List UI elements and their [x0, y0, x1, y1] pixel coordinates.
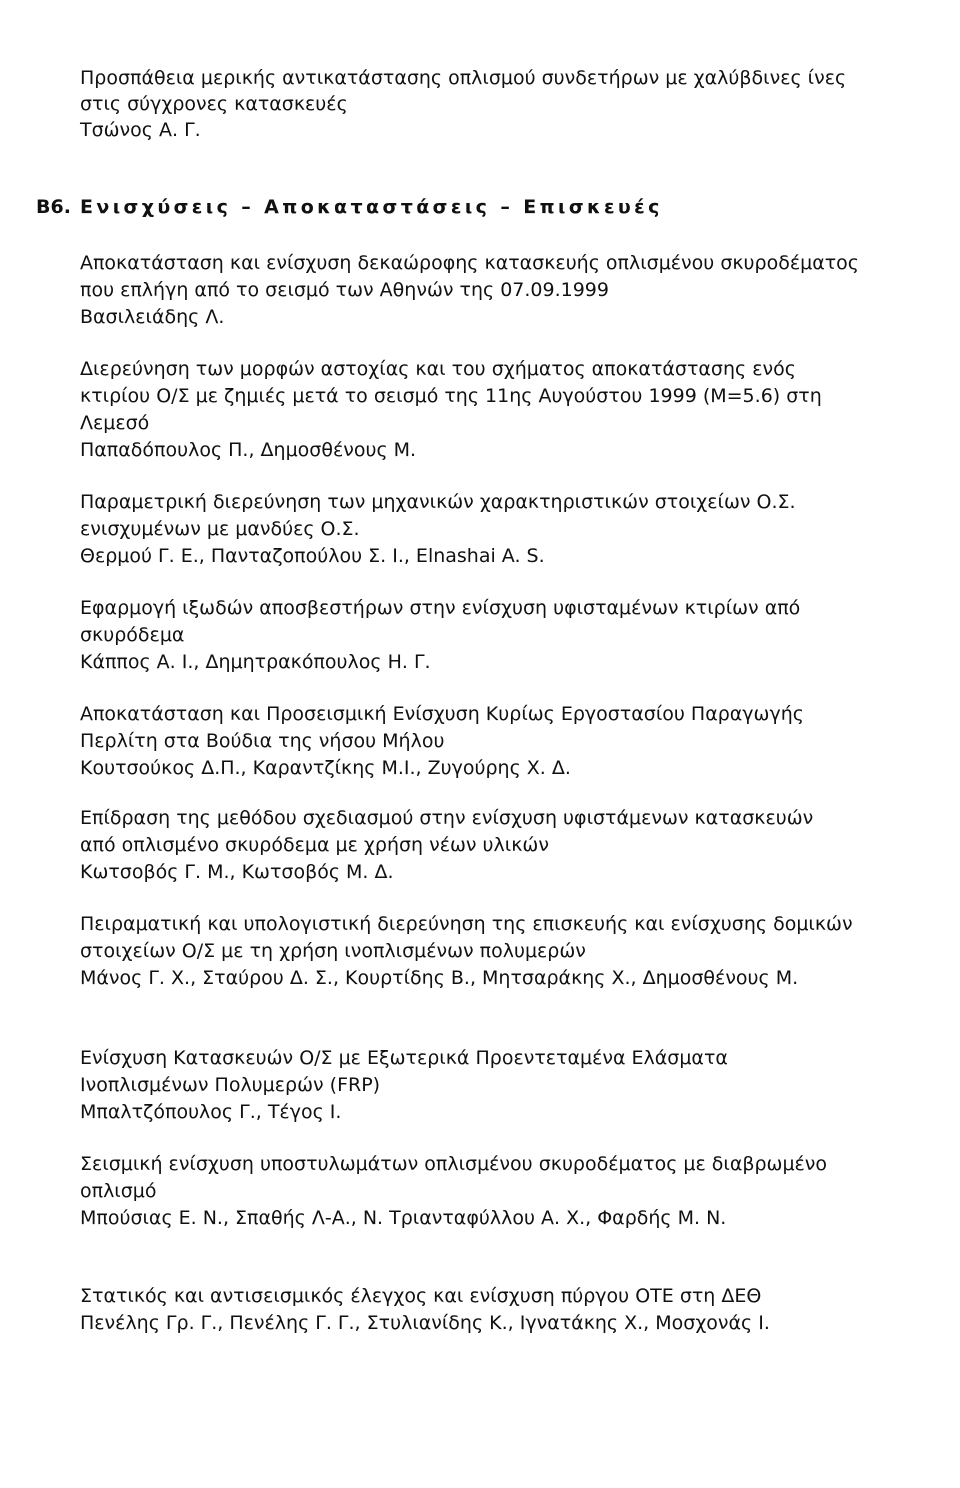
entry-authors: Παπαδόπουλος Π., Δημοσθένους Μ. — [80, 439, 417, 461]
entry-authors: Μπούσιας Ε. Ν., Σπαθής Λ-Α., Ν. Τριανταφύλλου Α. Χ., Φαρδής Μ. Ν. — [80, 1207, 727, 1229]
entry-title-line: Εφαρμογή ιξωδών αποσβεστήρων στην ενίσχυση υφισταμένων κτιρίων από — [80, 597, 801, 619]
entry-title-line: Περλίτη στα Βούδια της νήσου Μήλου — [80, 730, 445, 752]
entry-authors: Θερμού Γ. Ε., Πανταζοπούλου Σ. Ι., Elnashai A. S. — [80, 545, 545, 567]
entry-authors: Κωτσοβός Γ. Μ., Κωτσοβός Μ. Δ. — [80, 861, 394, 883]
entry-title-line: Ενίσχυση Κατασκευών Ο/Σ με Εξωτερικά Προεντεταμένα Ελάσματα — [80, 1047, 728, 1069]
entry-title-line: από οπλισμένο σκυρόδεμα με χρήση νέων υλικών — [80, 834, 549, 856]
section-number: Β6. — [36, 196, 71, 218]
entry-title-line: που επλήγη από το σεισμό των Αθηνών της 07.09.1999 — [80, 279, 609, 301]
entry-authors: Πενέλης Γρ. Γ., Πενέλης Γ. Γ., Στυλιανίδης Κ., Ιγνατάκης Χ., Μοσχονάς Ι. — [80, 1312, 770, 1334]
entry-authors: Κάππος Α. Ι., Δημητρακόπουλος Η. Γ. — [80, 651, 431, 673]
entry-title-line: κτιρίου Ο/Σ με ζημιές μετά το σεισμό της 11ης Αυγούστου 1999 (Μ=5.6) στη — [80, 385, 822, 407]
entry-title-line: Λεμεσό — [80, 412, 150, 434]
entry-title-line: Πειραματική και υπολογιστική διερεύνηση της επισκευής και ενίσχυσης δομικών — [80, 913, 853, 935]
entry-title-line: Στατικός και αντισεισμικός έλεγχος και ενίσχυση πύργου ΟΤΕ στη ΔΕΘ — [80, 1285, 762, 1307]
entry-title-line: Αποκατάσταση και ενίσχυση δεκαώροφης κατασκευής οπλισμένου σκυροδέματος — [80, 252, 859, 274]
entry-title-line: Παραμετρική διερεύνηση των μηχανικών χαρακτηριστικών στοιχείων Ο.Σ. — [80, 491, 796, 513]
entry-title-line: ενισχυμένων με μανδύες Ο.Σ. — [80, 518, 360, 540]
entry-title-line: Προσπάθεια μερικής αντικατάστασης οπλισμού συνδετήρων με χαλύβδινες ίνες — [80, 67, 847, 89]
entry-title-line: Αποκατάσταση και Προσεισμική Ενίσχυση Κυρίως Εργοστασίου Παραγωγής — [80, 703, 804, 725]
entry-authors: Μάνος Γ. Χ., Σταύρου Δ. Σ., Κουρτίδης Β., Μητσαράκης Χ., Δημοσθένους Μ. — [80, 967, 799, 989]
entry-title-line: σκυρόδεμα — [80, 624, 185, 646]
entry-title-line: Επίδραση της μεθόδου σχεδιασμού στην ενίσχυση υφιστάμενων κατασκευών — [80, 807, 814, 829]
entry-title-line: Ινοπλισμένων Πολυμερών (FRP) — [80, 1074, 381, 1096]
entry-title-line: Σεισμική ενίσχυση υποστυλωμάτων οπλισμένου σκυροδέματος με διαβρωμένο — [80, 1153, 828, 1175]
entry-authors: Κουτσούκος Δ.Π., Καραντζίκης Μ.Ι., Ζυγούρης Χ. Δ. — [80, 757, 571, 779]
entry-title-line: στις σύγχρονες κατασκευές — [80, 93, 348, 115]
entry-title-line: στοιχείων Ο/Σ με τη χρήση ινοπλισμένων πολυμερών — [80, 940, 586, 962]
entry-title-line: Διερεύνηση των μορφών αστοχίας και του σχήματος αποκατάστασης ενός — [80, 358, 796, 380]
entry-authors: Βασιλειάδης Λ. — [80, 306, 225, 328]
entry-title-line: οπλισμό — [80, 1180, 157, 1202]
entry-authors: Τσώνος Α. Γ. — [80, 119, 201, 141]
entry-authors: Μπαλτζόπουλος Γ., Τέγος Ι. — [80, 1101, 342, 1123]
section-title: Ενισχύσεις – Αποκαταστάσεις – Επισκευές — [80, 196, 663, 218]
